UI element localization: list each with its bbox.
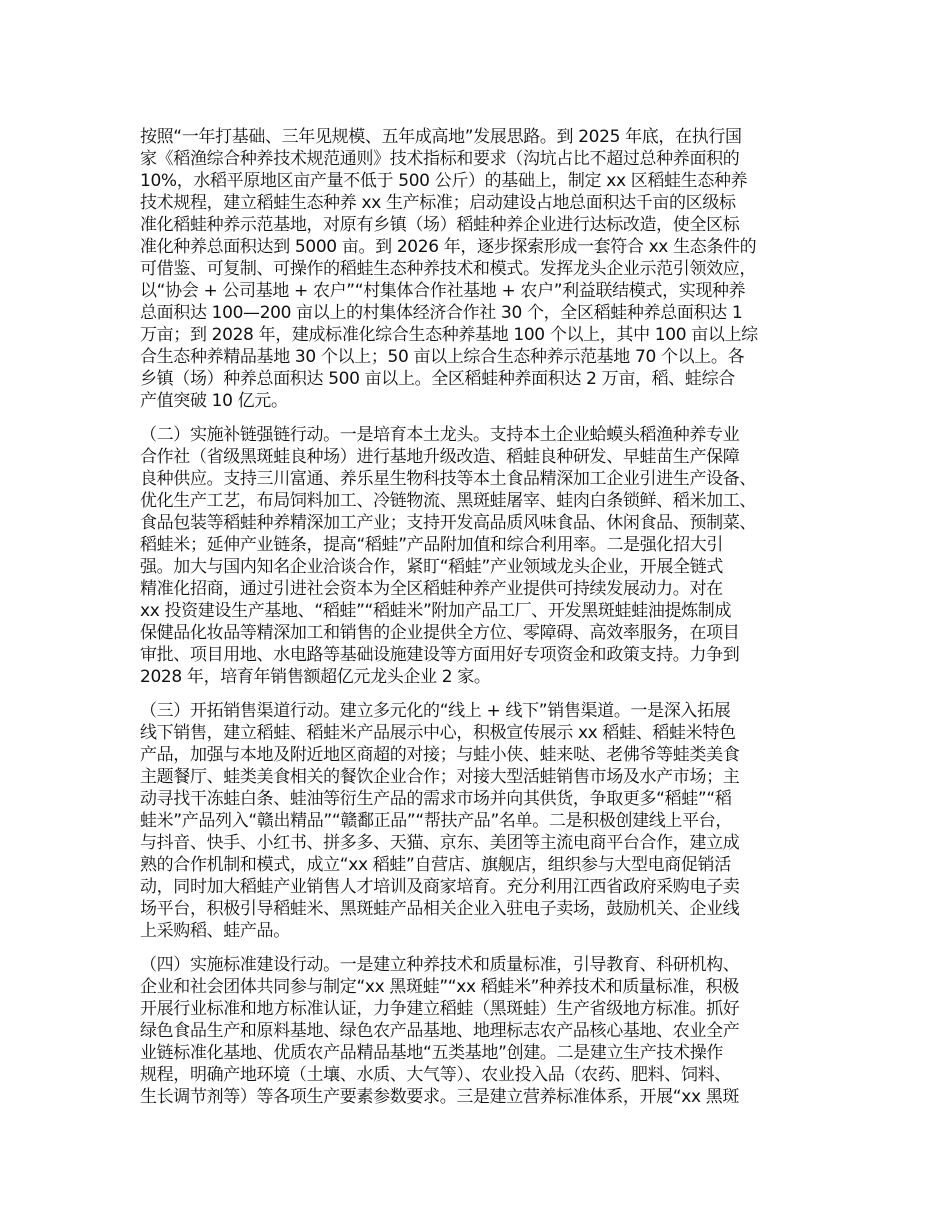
text-line: 业链标准化基地、优质农产品精品基地“五类基地”创建。二是建立生产技术操作 <box>140 1043 724 1063</box>
text-line: 产品，加强与本地及附近地区商超的对接；与蛙小侠、蛙来哒、老佛爷等蛙类美食 <box>140 745 740 765</box>
text-line: 合作社（省级黑斑蛙良种场）进行基地升级改造、稻蛙良种研发、早蛙苗生产保障 <box>140 447 740 467</box>
section-heading-line: （四）实施标准建设行动。一是建立种养技术和质量标准，引导教育、科研机构、 <box>140 955 740 975</box>
text-line: 上采购稻、蛙产品。 <box>140 921 290 941</box>
paragraph-development-goals <box>140 126 840 412</box>
text-line: 熟的合作机制和模式，成立“xx 稻蛙”自营店、旗舰店，组织参与大型电商促销活 <box>140 855 731 875</box>
text-line: 按照“一年打基础、三年见规模、五年成高地”发展思路。到 2025 年底，在执行国 <box>140 127 742 147</box>
text-line: 万亩；到 2028 年，建成标准化综合生态种养基地 100 个以上，其中 100 亩以上综 <box>140 325 758 345</box>
text-line: 审批、项目用地、水电路等基础设施建设等方面用好专项资金和政策支持。力争到 <box>140 645 740 665</box>
text-line: 合生态种养精品基地 30 个以上；50 亩以上综合生态种养示范基地 70 个以上。各 <box>140 347 745 367</box>
text-line: 10%，水稻平原地区亩产量不低于 500 公斤）的基础上，制定 xx 区稻蛙生态种养 <box>140 171 748 191</box>
text-line: 家《稻渔综合种养技术规范通则》技术指标和要求（沟坑占比不超过总种养面积的 <box>140 149 740 169</box>
text-line: 食品包装等稻蛙种养精深加工产业；支持开发高品质风味食品、休闲食品、预制菜、 <box>140 513 757 533</box>
text-line: 场平台，积极引导稻蛙米、黑斑蛙产品相关企业入驻电子卖场，鼓励机关、企业线 <box>140 899 740 919</box>
text-line: 蛙米”产品列入“赣出精品”“赣鄱正品”“帮扶产品”名单。二是积极创建线上平台， <box>140 811 732 831</box>
text-line: 企业和社会团体共同参与制定“xx 黑斑蛙”“xx 稻蛙米”种养技术和质量标准，积极 <box>140 977 739 997</box>
text-line: 强。加大与国内知名企业洽谈合作，紧盯“稻蛙”产业领域龙头企业，开展全链式 <box>140 557 724 577</box>
text-line: 绿色食品生产和原料基地、绿色农产品基地、地理标志农产品核心基地、农业全产 <box>140 1021 740 1041</box>
text-line: 准化稻蛙种养示范基地，对原有乡镇（场）稻蛙种养企业进行达标改造，使全区标 <box>140 215 740 235</box>
document-page <box>140 126 840 1120</box>
text-line: 准化种养总面积达到 5000 亩。到 2026 年，逐步探索形成一套符合 xx 生态条件的 <box>140 237 757 257</box>
text-line: 生长调节剂等）等各项生产要素参数要求。三是建立营养标准体系，开展“xx 黑斑 <box>140 1087 740 1107</box>
paragraph-standards-building <box>140 954 840 1108</box>
text-line: 可借鉴、可复制、可操作的稻蛙生态种养技术和模式。发挥龙头企业示范引领效应， <box>140 259 757 279</box>
text-line: 主题餐厅、蛙类美食相关的餐饮企业合作；对接大型活蛙销售市场及水产市场；主 <box>140 767 740 787</box>
text-line: xx 投资建设生产基地、“稻蛙”“稻蛙米”附加产品工厂、开发黑斑蛙蛙油提炼制成 <box>140 601 732 621</box>
text-line: 动寻找干冻蛙白条、蛙油等衍生产品的需求市场并向其供货，争取更多“稻蛙”“稻 <box>140 789 732 809</box>
section-heading-line: （三）开拓销售渠道行动。建立多元化的“线上 + 线下”销售渠道。一是深入拓展 <box>140 701 731 721</box>
text-line: 优化生产工艺，布局饲料加工、冷链物流、黑斑蛙屠宰、蛙肉白条锁鲜、稻米加工、 <box>140 491 757 511</box>
text-line: 稻蛙米；延伸产业链条，提高“稻蛙”产品附加值和综合利用率。二是强化招大引 <box>140 535 724 555</box>
text-line: 动，同时加大稻蛙产业销售人才培训及商家培育。充分利用江西省政府采购电子卖 <box>140 877 740 897</box>
text-line: 技术规程，建立稻蛙生态种养 xx 生产标准；启动建设占地总面积达千亩的区级标 <box>140 193 736 213</box>
text-line: 产值突破 10 亿元。 <box>140 391 288 411</box>
text-line: 2028 年，培育年销售额超亿元龙头企业 2 家。 <box>140 667 491 687</box>
text-line: 与抖音、快手、小红书、拼多多、天猫、京东、美团等主流电商平台合作，建立成 <box>140 833 740 853</box>
section-heading-line: （二）实施补链强链行动。一是培育本土龙头。支持本土企业蛤蟆头稻渔种养专业 <box>140 425 740 445</box>
text-line: 规程，明确产地环境（土壤、水质、大气等）、农业投入品（农药、肥料、饲料、 <box>140 1065 731 1085</box>
paragraph-sales-channels <box>140 700 840 942</box>
text-line: 以“协会 + 公司基地 + 农户”“村集体合作社基地 + 农户”利益联结模式，实现种养 <box>140 281 746 301</box>
paragraph-chain-strengthening <box>140 424 840 688</box>
text-line: 乡镇（场）种养总面积达 500 亩以上。全区稻蛙种养面积达 2 万亩，稻、蛙综合 <box>140 369 735 389</box>
text-line: 开展行业标准和地方标准认证，力争建立稻蛙（黑斑蛙）生产省级地方标准。抓好 <box>140 999 740 1019</box>
text-line: 精准化招商，通过引进社会资本为全区稻蛙种养产业提供可持续发展动力。对在 <box>140 579 723 599</box>
text-line: 总面积达 100—200 亩以上的村集体经济合作社 30 个，全区稻蛙种养总面积达 1 <box>140 303 743 323</box>
text-line: 线下销售，建立稻蛙、稻蛙米产品展示中心，积极宣传展示 xx 稻蛙、稻蛙米特色 <box>140 723 736 743</box>
text-line: 良种供应。支持三川富通、养乐星生物科技等本土食品精深加工企业引进生产设备、 <box>140 469 757 489</box>
text-line: 保健品化妆品等精深加工和销售的企业提供全方位、零障碍、高效率服务，在项目 <box>140 623 740 643</box>
